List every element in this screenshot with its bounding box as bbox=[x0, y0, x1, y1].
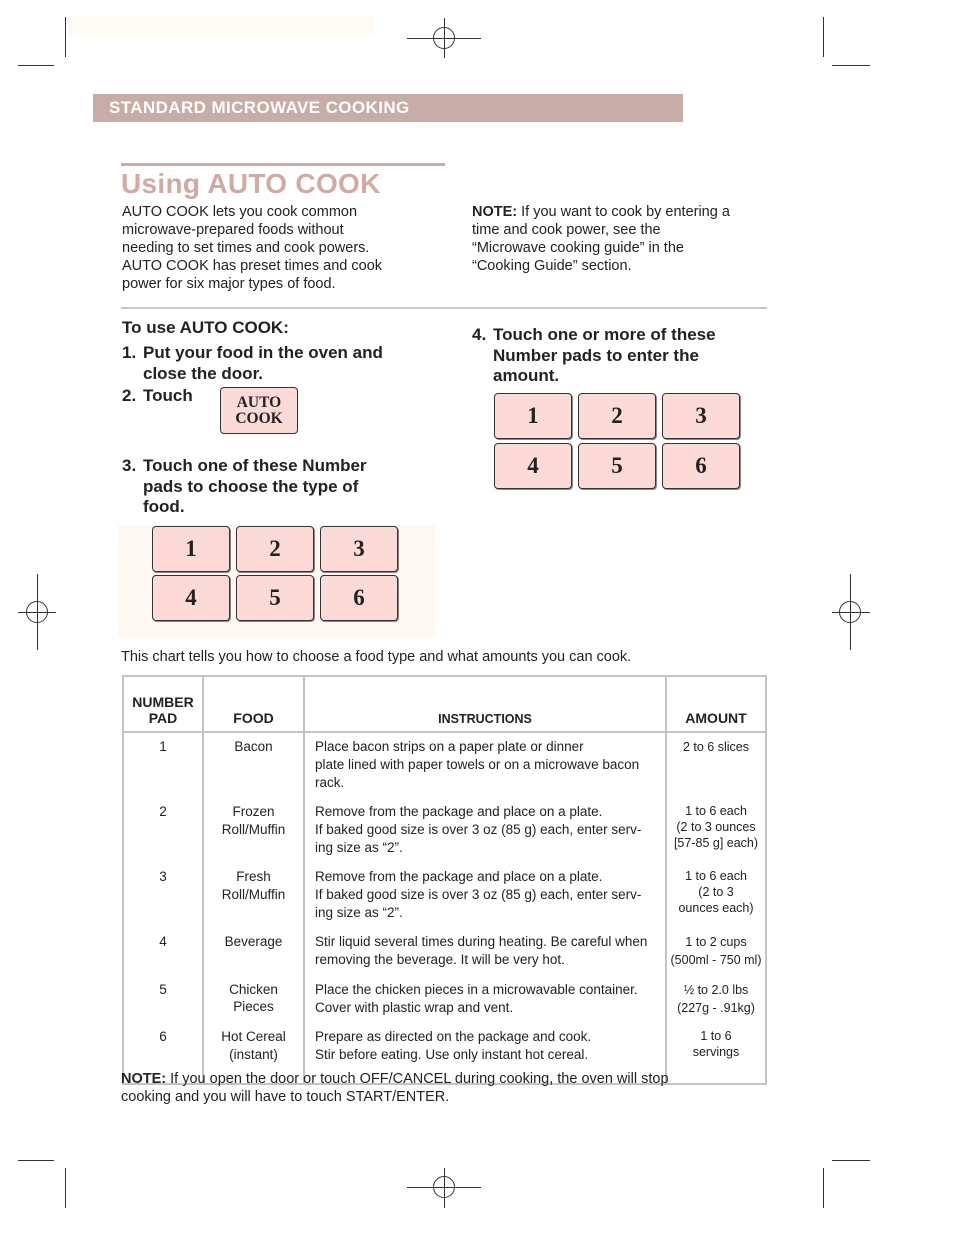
registration-circle bbox=[433, 1176, 455, 1198]
amount-cell bbox=[666, 932, 766, 980]
food-cell bbox=[203, 802, 304, 867]
amount-line: 1 to 6 each bbox=[685, 804, 747, 818]
step-number: 4. bbox=[472, 325, 487, 344]
instruction-line: plate lined with paper towels or on a microwave bacon bbox=[315, 757, 640, 772]
intro-paragraph bbox=[122, 203, 442, 293]
step-2 bbox=[122, 386, 193, 407]
pad-number: 6 bbox=[123, 1027, 203, 1084]
pad-number: 2 bbox=[123, 802, 203, 867]
amount-line: (500ml - 750 ml) bbox=[670, 953, 762, 967]
food-text: Chicken bbox=[229, 982, 278, 997]
number-pad-3[interactable]: 3 bbox=[662, 393, 740, 439]
food-cell bbox=[203, 932, 304, 980]
food-text: Roll/Muffin bbox=[221, 887, 286, 902]
number-pad-4[interactable]: 4 bbox=[494, 443, 572, 489]
instructions-cell bbox=[304, 802, 666, 867]
step-text: food. bbox=[143, 497, 185, 516]
amount-line: (2 to 3 ounces bbox=[676, 820, 756, 834]
auto-cook-pad[interactable] bbox=[220, 387, 298, 434]
amount-cell bbox=[666, 732, 766, 802]
food-text: Frozen bbox=[232, 804, 275, 819]
instructions-cell bbox=[304, 932, 666, 980]
amount-line: servings bbox=[692, 1045, 740, 1059]
step-number: 3. bbox=[122, 456, 137, 475]
auto-cook-pad-label: AUTO bbox=[236, 394, 282, 411]
instruction-line: Place the chicken pieces in a microwavable container. bbox=[315, 982, 638, 997]
number-pad-4[interactable]: 4 bbox=[152, 575, 230, 621]
step-text: Touch one of these Number bbox=[143, 456, 367, 475]
instruction-line: ing size as “2”. bbox=[315, 840, 403, 855]
number-pad-1[interactable]: 1 bbox=[152, 526, 230, 572]
instruction-line: Prepare as directed on the package and cook. bbox=[315, 1029, 592, 1044]
header-amount: AMOUNT bbox=[666, 676, 766, 732]
note-line: “Microwave cooking guide” in the bbox=[472, 240, 684, 256]
number-pad-6[interactable]: 6 bbox=[662, 443, 740, 489]
instruction-line: Stir before eating. Use only instant hot cereal. bbox=[315, 1047, 589, 1062]
number-pad-1[interactable]: 1 bbox=[494, 393, 572, 439]
instruction-line: If baked good size is over 3 oz (85 g) each, enter serv- bbox=[315, 822, 642, 837]
number-pad-2[interactable]: 2 bbox=[236, 526, 314, 572]
intro-line: needing to set times and cook powers. bbox=[122, 240, 370, 256]
food-type-keypad bbox=[152, 526, 398, 621]
header-instructions: INSTRUCTIONS bbox=[304, 676, 666, 732]
header-food: FOOD bbox=[203, 676, 304, 732]
food-text: (instant) bbox=[229, 1047, 278, 1062]
amount-line: [57-85 g] each) bbox=[673, 836, 759, 850]
food-text: Hot Cereal bbox=[221, 1029, 286, 1044]
top-note bbox=[472, 203, 772, 275]
instruction-line: Remove from the package and place on a plate. bbox=[315, 804, 603, 819]
pad-number: 5 bbox=[123, 980, 203, 1027]
amount-cell bbox=[666, 867, 766, 932]
crop-mark bbox=[832, 65, 870, 66]
note-text: If you want to cook by entering a bbox=[517, 204, 730, 220]
amount-line: (227g - .91kg) bbox=[677, 1001, 755, 1015]
food-text: Fresh bbox=[236, 869, 271, 884]
pad-number: 4 bbox=[123, 932, 203, 980]
registration-circle bbox=[839, 601, 861, 623]
instructions-cell bbox=[304, 980, 666, 1027]
amount-line: (2 to 3 bbox=[698, 885, 734, 899]
step-text: Put your food in the oven and bbox=[143, 343, 383, 362]
food-text: Beverage bbox=[224, 934, 283, 949]
food-text: Roll/Muffin bbox=[221, 822, 286, 837]
step-number: 2. bbox=[122, 386, 137, 405]
crop-mark bbox=[65, 17, 66, 57]
auto-cook-chart bbox=[122, 675, 767, 1085]
step-text: Number pads to enter the bbox=[493, 345, 699, 365]
food-cell bbox=[203, 867, 304, 932]
amount-line: ounces each) bbox=[678, 901, 754, 915]
note-text: If you open the door or touch OFF/CANCEL during cooking, the oven will stop bbox=[166, 1071, 669, 1087]
food-text: Bacon bbox=[234, 739, 273, 754]
instruction-line: ing size as “2”. bbox=[315, 905, 403, 920]
amount-line: 1 to 6 each bbox=[685, 869, 747, 883]
step-text: Touch bbox=[143, 386, 193, 405]
step-text: Touch one or more of these bbox=[493, 325, 716, 344]
instruction-line: rack. bbox=[315, 775, 345, 790]
instruction-line: If baked good size is over 3 oz (85 g) each, enter serv- bbox=[315, 887, 642, 902]
header-text: PAD bbox=[148, 710, 178, 726]
crop-mark bbox=[18, 65, 54, 66]
intro-line: AUTO COOK has preset times and cook bbox=[122, 258, 383, 274]
amount-line: ½ to 2.0 lbs bbox=[683, 983, 749, 997]
bottom-note bbox=[121, 1070, 761, 1106]
auto-cook-pad-label: COOK bbox=[235, 410, 283, 427]
registration-circle bbox=[26, 601, 48, 623]
food-cell bbox=[203, 732, 304, 802]
header-number-pad bbox=[123, 676, 203, 732]
crop-mark bbox=[18, 1160, 54, 1161]
step-text: amount. bbox=[493, 366, 560, 385]
instruction-line: Remove from the package and place on a plate. bbox=[315, 869, 603, 884]
amount-line: 1 to 6 bbox=[700, 1029, 732, 1043]
note-line: time and cook power, see the bbox=[472, 222, 661, 238]
instruction-line: Cover with plastic wrap and vent. bbox=[315, 1000, 514, 1015]
step-text: pads to choose the type of bbox=[143, 476, 359, 496]
table-row bbox=[123, 802, 766, 867]
table-header-row bbox=[123, 676, 766, 732]
instructions-cell bbox=[304, 732, 666, 802]
table-row bbox=[123, 980, 766, 1027]
step-text: close the door. bbox=[143, 363, 263, 383]
number-pad-2[interactable]: 2 bbox=[578, 393, 656, 439]
section-divider bbox=[121, 307, 767, 309]
number-pad-6[interactable]: 6 bbox=[320, 575, 398, 621]
amount-cell bbox=[666, 802, 766, 867]
crop-mark bbox=[823, 1168, 824, 1208]
note-label: NOTE: bbox=[121, 1071, 167, 1087]
amount-line: 1 to 2 cups bbox=[685, 935, 747, 949]
step-4 bbox=[472, 325, 772, 387]
number-pad-3[interactable]: 3 bbox=[320, 526, 398, 572]
instruction-line: removing the beverage. It will be very hot. bbox=[315, 952, 565, 967]
crop-mark bbox=[65, 1168, 66, 1208]
steps-heading: To use AUTO COOK: bbox=[122, 318, 289, 337]
note-text: cooking and you will have to touch START/ENTER. bbox=[121, 1089, 450, 1105]
crop-mark bbox=[832, 1160, 870, 1161]
section-header: STANDARD MICROWAVE COOKING bbox=[93, 94, 683, 122]
table-row bbox=[123, 732, 766, 802]
header-text: NUMBER bbox=[132, 694, 194, 710]
food-text: Pieces bbox=[233, 999, 274, 1014]
table-row bbox=[123, 867, 766, 932]
top-tint-band bbox=[68, 17, 374, 36]
page-title: Using AUTO COOK bbox=[121, 168, 381, 199]
step-1 bbox=[122, 343, 442, 384]
instructions-cell bbox=[304, 867, 666, 932]
instruction-line: Place bacon strips on a paper plate or dinner bbox=[315, 739, 584, 754]
pad-number: 3 bbox=[123, 867, 203, 932]
note-line: “Cooking Guide” section. bbox=[472, 258, 632, 274]
instruction-line: Stir liquid several times during heating. Be careful when bbox=[315, 934, 648, 949]
food-cell bbox=[203, 980, 304, 1027]
table-row bbox=[123, 932, 766, 980]
crop-mark bbox=[823, 17, 824, 57]
registration-circle bbox=[433, 27, 455, 49]
amount-keypad bbox=[494, 393, 740, 489]
note-label: NOTE: bbox=[472, 204, 518, 220]
title-rule bbox=[121, 163, 445, 166]
number-pad-5[interactable]: 5 bbox=[236, 575, 314, 621]
step-3 bbox=[122, 456, 442, 518]
number-pad-5[interactable]: 5 bbox=[578, 443, 656, 489]
pad-number: 1 bbox=[123, 732, 203, 802]
chart-intro: This chart tells you how to choose a food type and what amounts you can cook. bbox=[121, 649, 632, 665]
amount-line: 2 to 6 slices bbox=[682, 740, 749, 754]
step-number: 1. bbox=[122, 343, 137, 362]
intro-line: AUTO COOK lets you cook common bbox=[122, 204, 358, 220]
intro-line: microwave-prepared foods without bbox=[122, 222, 344, 238]
intro-line: power for six major types of food. bbox=[122, 276, 336, 292]
amount-cell bbox=[666, 980, 766, 1027]
